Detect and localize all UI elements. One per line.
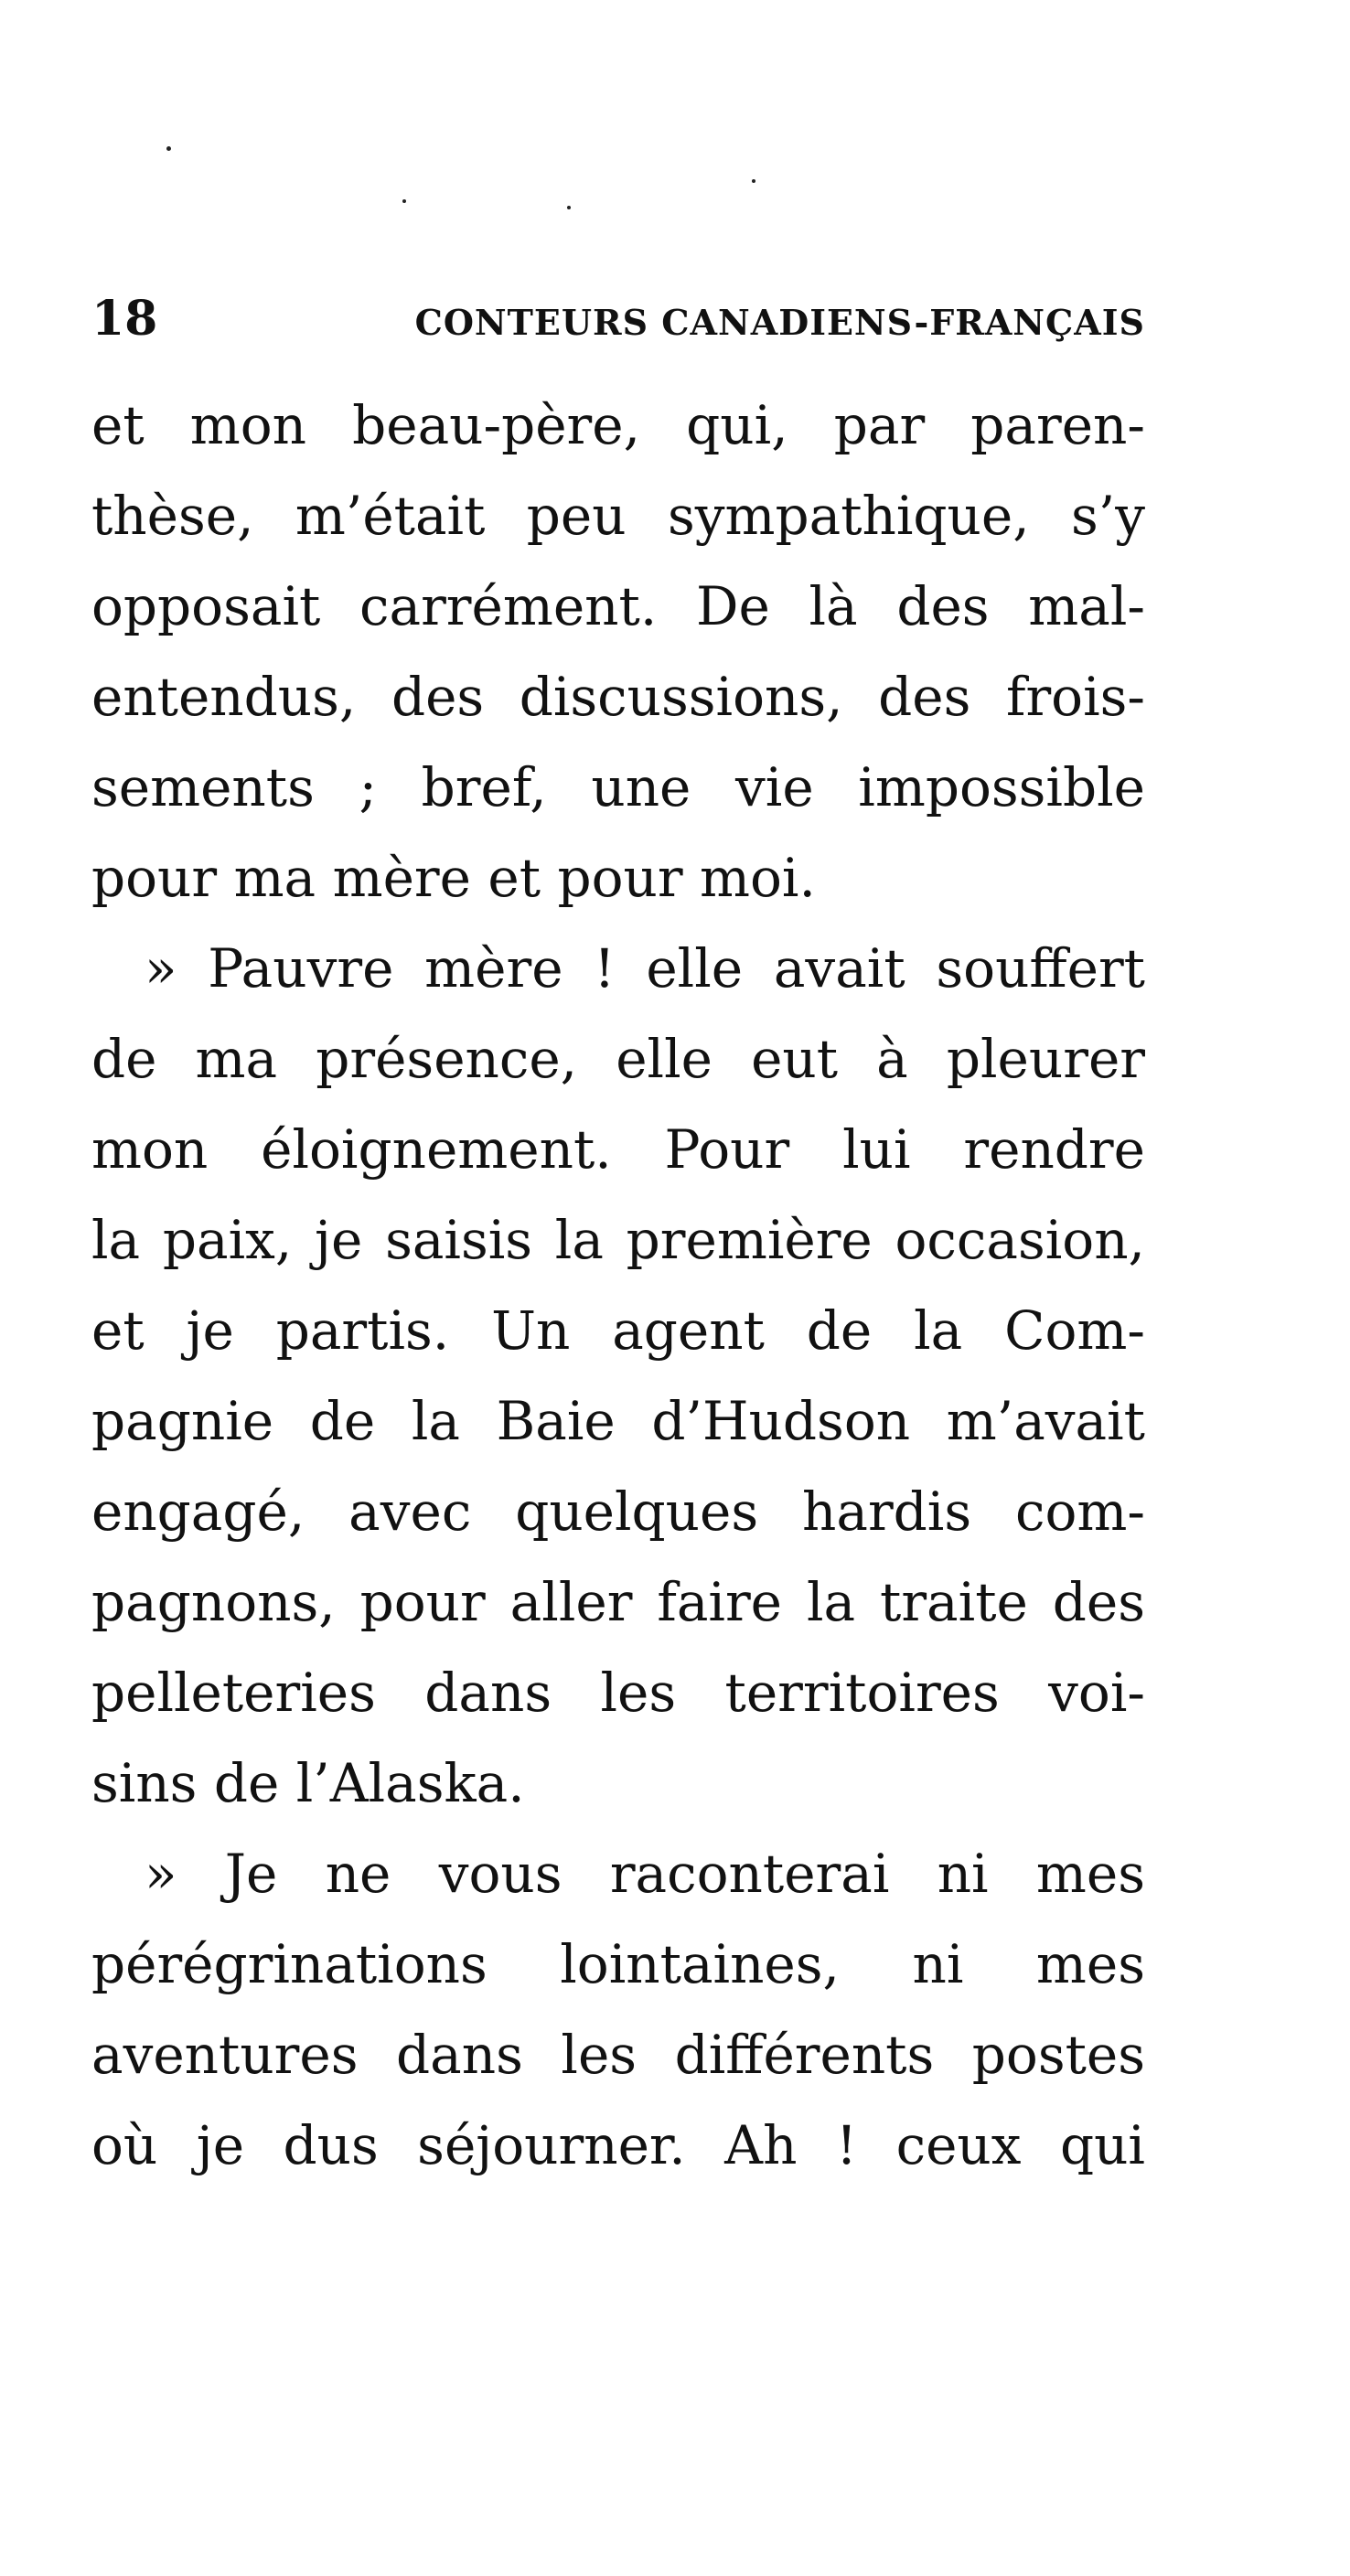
paragraph (91, 380, 1145, 924)
text-line: entendus, des discussions, des frois- (91, 666, 1145, 728)
text-line: opposait carrément. De là des mal- (91, 575, 1145, 637)
text-line: thèse, m’était peu sympathique, s’y (91, 485, 1145, 547)
ink-speck (402, 199, 406, 203)
text-line: et mon beau-père, qui, par paren- (91, 394, 1145, 456)
text-line: de ma présence, elle eut à pleurer (91, 1028, 1145, 1090)
text-line: » Je ne vous raconterai ni mes (145, 1843, 1145, 1905)
paragraph (91, 1829, 1145, 2191)
ink-speck (567, 206, 571, 209)
text-line: et je partis. Un agent de la Com- (91, 1299, 1145, 1362)
text-line: pelleteries dans les territoires voi- (91, 1662, 1145, 1724)
text-line: où je dus séjourner. Ah ! ceux qui (91, 2114, 1145, 2176)
text-line: » Pauvre mère ! elle avait souffert (145, 937, 1145, 999)
page-number: 18 (91, 291, 158, 347)
body-text (91, 380, 1145, 2191)
text-line: engagé, avec quelques hardis com- (91, 1480, 1145, 1543)
text-line: pagnie de la Baie d’Hudson m’avait (91, 1390, 1145, 1452)
text-line: aventures dans les différents postes (91, 2024, 1145, 2086)
running-title: CONTEURS CANADIENS-FRANÇAIS (414, 302, 1145, 343)
running-header (91, 291, 1145, 355)
text-line: sements ; bref, une vie impossible (91, 756, 1145, 818)
text-line: pérégrinations lointaines, ni mes (91, 1933, 1145, 1995)
ink-speck (166, 146, 171, 151)
paragraph (91, 924, 1145, 1829)
text-line: pagnons, pour aller faire la traite des (91, 1571, 1145, 1633)
text-line: la paix, je saisis la première occasion, (91, 1209, 1145, 1271)
text-line: mon éloignement. Pour lui rendre (91, 1118, 1145, 1181)
text-line: pour ma mère et pour moi. (91, 847, 816, 909)
book-page (91, 0, 1145, 2576)
text-line: sins de l’Alaska. (91, 1752, 525, 1814)
ink-speck (752, 179, 755, 183)
